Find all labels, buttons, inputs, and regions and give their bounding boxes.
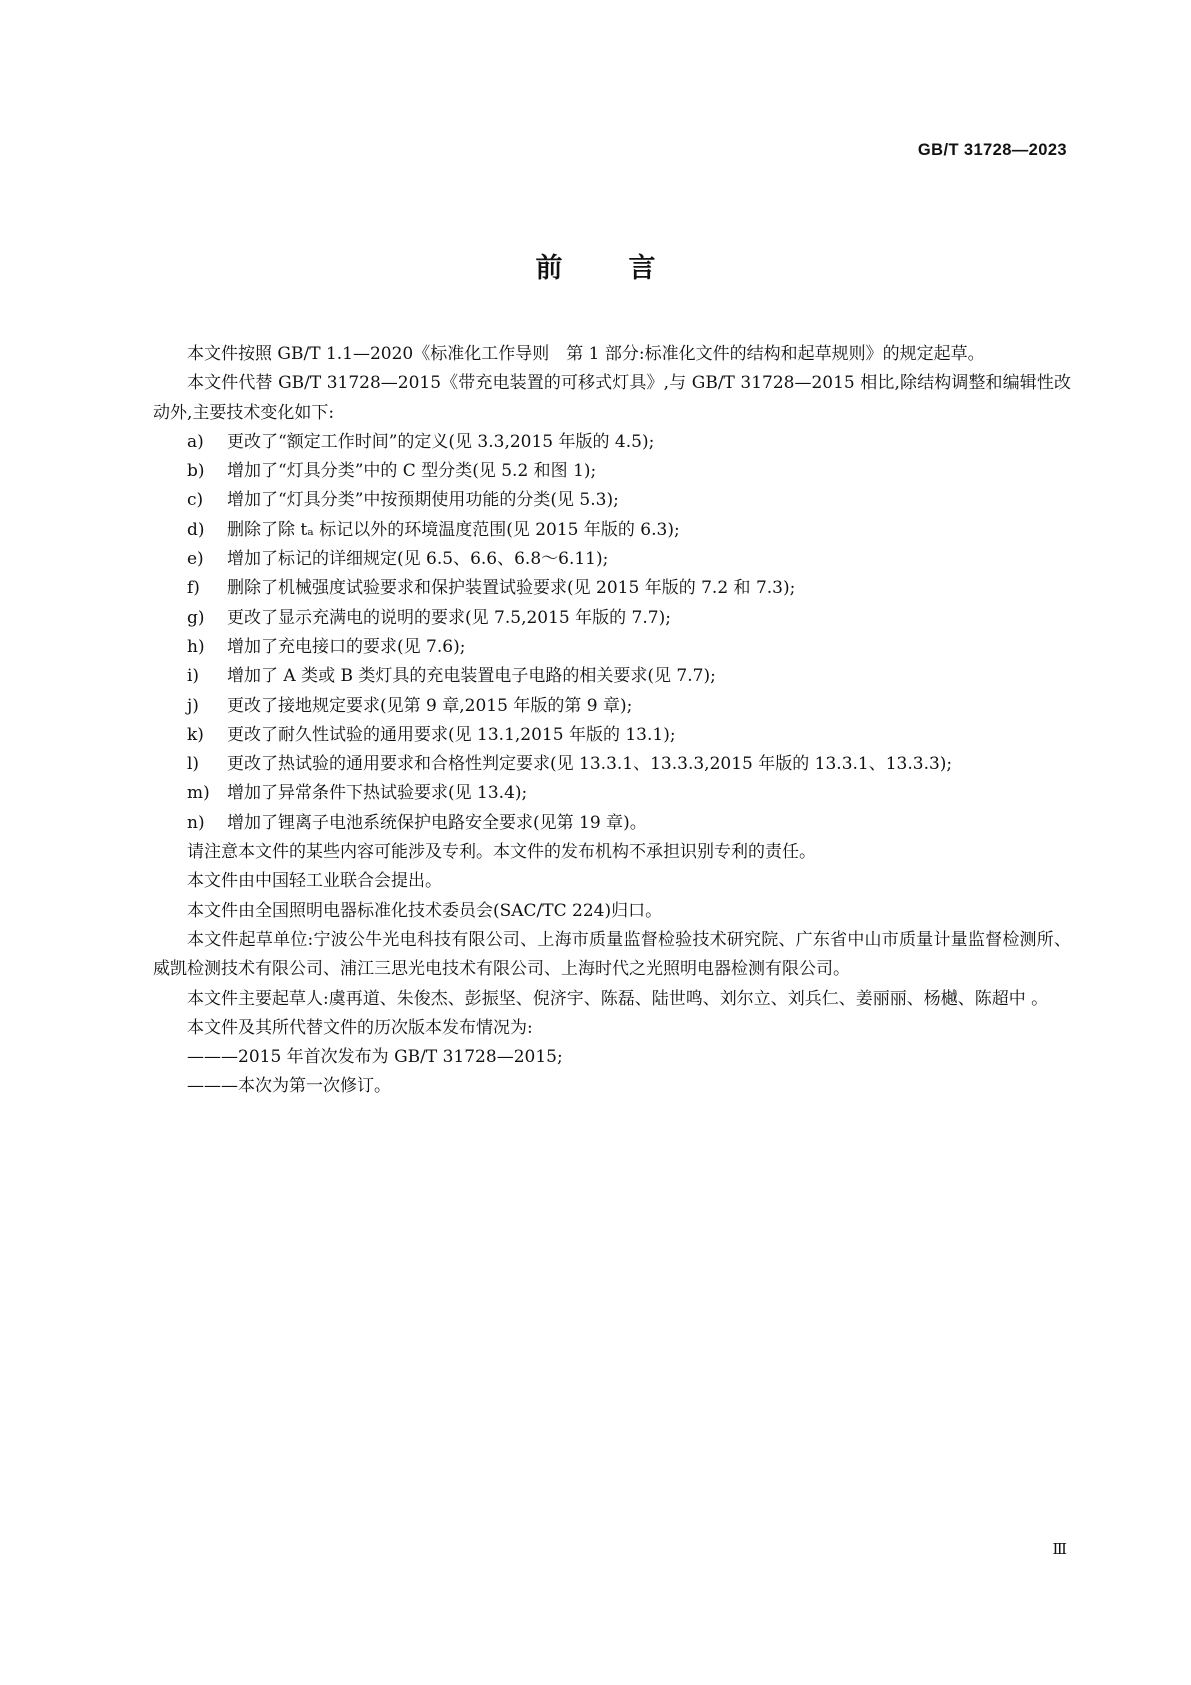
- list-text: 增加了标记的详细规定(见 6.5、6.6、6.8～6.11);: [227, 549, 609, 570]
- list-text: 增加了“灯具分类”中的 C 型分类(见 5.2 和图 1);: [227, 461, 597, 482]
- list-marker: i): [187, 666, 200, 687]
- list-marker: h): [187, 636, 205, 657]
- list-text: 更改了接地规定要求(见第 9 章,2015 年版的第 9 章);: [227, 695, 633, 716]
- list-item: [153, 545, 1071, 574]
- list-marker: l): [187, 754, 200, 775]
- list-marker: d): [187, 519, 205, 540]
- list-marker: g): [187, 607, 205, 628]
- list-item: [153, 662, 1071, 691]
- list-item: ———2015 年首次发布为 GB/T 31728—2015;: [187, 1047, 563, 1068]
- document-code: GB/T 31728—2023: [917, 141, 1067, 159]
- paragraph-drafters: 本文件主要起草人:虞再道、朱俊杰、彭振坚、倪济宇、陈磊、陆世鸣、刘尔立、刘兵仁、姜丽丽、杨樾、陈超中 。: [187, 988, 1049, 1009]
- list-item: [153, 750, 1071, 779]
- list-item: [153, 779, 1071, 808]
- foreword-body: [153, 340, 1071, 1102]
- paragraph-drafting-rules: 本文件按照 GB/T 1.1—2020《标准化工作导则 第 1 部分:标准化文件的结构和起草规则》的规定起草。: [187, 344, 985, 364]
- list-text: 增加了充电接口的要求(见 7.6);: [227, 636, 466, 657]
- list-item: [153, 692, 1071, 721]
- list-text: 删除了除 tₐ 标记以外的环境温度范围(见 2015 年版的 6.3);: [227, 519, 680, 540]
- list-marker: n): [187, 812, 205, 833]
- paragraph-proposer: 本文件由中国轻工业联合会提出。: [187, 871, 442, 892]
- list-text: 更改了热试验的通用要求和合格性判定要求(见 13.3.1、13.3.3,2015 年版的 13.3.1、13.3.3);: [227, 754, 953, 775]
- list-item: [153, 633, 1071, 662]
- list-marker: k): [187, 724, 204, 745]
- list-marker: b): [187, 461, 205, 482]
- list-text: 删除了机械强度试验要求和保护装置试验要求(见 2015 年版的 7.2 和 7.3);: [227, 578, 796, 599]
- list-marker: e): [187, 549, 204, 570]
- list-text: 更改了耐久性试验的通用要求(见 13.1,2015 年版的 13.1);: [227, 724, 676, 745]
- list-text: 增加了 A 类或 B 类灯具的充电装置电子电路的相关要求(见 7.7);: [227, 666, 716, 687]
- list-text: 增加了锂离子电池系统保护电路安全要求(见第 19 章)。: [227, 812, 647, 833]
- list-item: ———本次为第一次修订。: [187, 1076, 391, 1097]
- list-text: 更改了显示充满电的说明的要求(见 7.5,2015 年版的 7.7);: [227, 607, 671, 628]
- technical-changes-list: [153, 428, 1071, 838]
- list-text: 增加了异常条件下热试验要求(见 13.4);: [227, 783, 528, 804]
- paragraph-drafting-units: 本文件起草单位:宁波公牛光电科技有限公司、上海市质量监督检验技术研究院、广东省中山市质量计量监督检测所、威凯检测技术有限公司、浦江三思光电技术有限公司、上海时代之光照明电器检测有限公司。: [153, 929, 1071, 980]
- list-item: [153, 516, 1071, 545]
- list-item: [153, 574, 1071, 603]
- version-history-list: [153, 1043, 1071, 1102]
- paragraph-patent-notice: 请注意本文件的某些内容可能涉及专利。本文件的发布机构不承担识别专利的责任。: [187, 842, 816, 863]
- list-marker: j): [187, 695, 199, 716]
- list-text: 更改了“额定工作时间”的定义(见 3.3,2015 年版的 4.5);: [227, 431, 655, 452]
- page-title: 前言: [535, 253, 722, 284]
- list-marker: m): [187, 783, 210, 804]
- paragraph-committee: 本文件由全国照明电器标准化技术委员会(SAC/TC 224)归口。: [187, 900, 663, 921]
- list-marker: a): [187, 431, 204, 452]
- page-number: Ⅲ: [1052, 1540, 1067, 1558]
- list-item: [153, 809, 1071, 838]
- list-item: [153, 721, 1071, 750]
- paragraph-history-intro: 本文件及其所代替文件的历次版本发布情况为:: [187, 1017, 533, 1038]
- list-item: [153, 486, 1071, 515]
- list-item: [153, 428, 1071, 457]
- list-marker: f): [187, 578, 200, 599]
- paragraph-replacement: 本文件代替 GB/T 31728—2015《带充电装置的可移式灯具》,与 GB/T 31728—2015 相比,除结构调整和编辑性改动外,主要技术变化如下:: [153, 373, 1071, 423]
- list-marker: c): [187, 490, 204, 511]
- list-item: [153, 604, 1071, 633]
- list-text: 增加了“灯具分类”中按预期使用功能的分类(见 5.3);: [227, 490, 619, 511]
- list-item: [153, 457, 1071, 486]
